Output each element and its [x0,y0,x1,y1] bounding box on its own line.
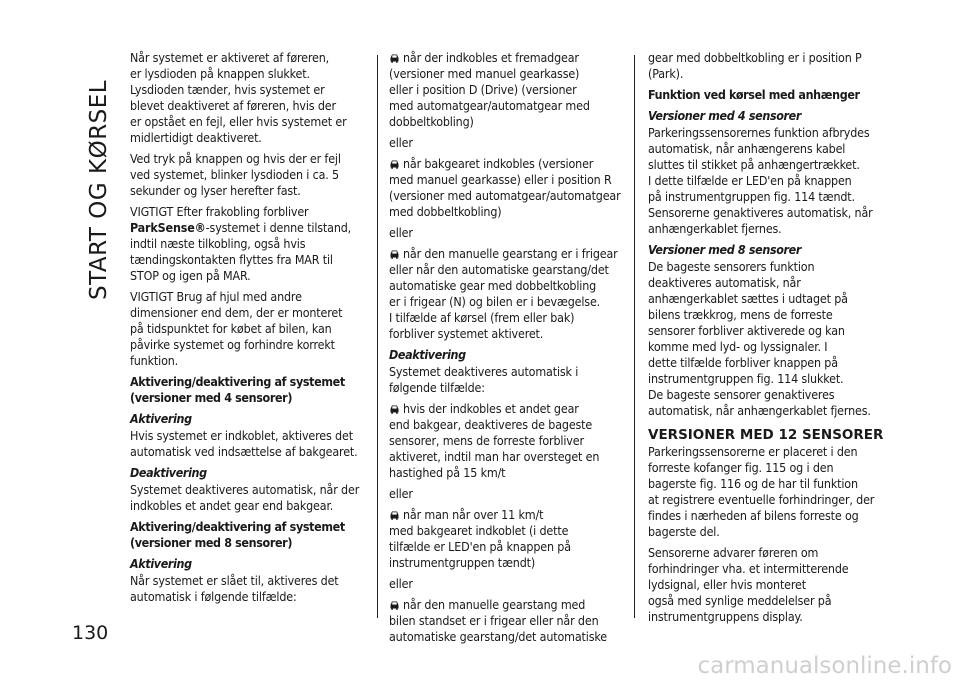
watermark: carmanualsonline.info [697,653,952,679]
text: VIGTIGT Efter frakobling forbliver [130,204,309,219]
paragraph: Systemet deaktiveres automatisk, når der indkobles et andet gear end bakgear. [130,482,360,513]
paragraph: Hvis systemet er indkoblet, aktiveres det automatisk ved indsættelse af bakgearet. [130,428,358,459]
paragraph: De bageste sensorers funktion deaktiveres automatisk, når anhængerkablet sættes i udtaget på bilens trækkrog, mens de forreste sensorer forbliver aktiverede og kan komme med lyd- og lyssignaler. I dette tilfælde forbliver knappen på instrumentgruppen fig. 114 slukket. De bageste sensorer genaktiveres automatisk, når anhængerkablet fjernes. [648,259,871,418]
sub-heading: Versioner med 4 sensorer [648,108,802,123]
paragraph: Parkeringssensorerne er placeret i den forreste kofanger fig. 115 og i den bagerste fig. 116 og de har til funktion at registrere eventuelle forhindringer, der findes i nærheden af bilens forreste og bagerste del. [648,444,875,539]
text-column-3 [648,50,886,630]
text-column-1 [130,50,368,610]
list-item [389,597,627,645]
connector-text: eller [389,135,413,150]
list-item [389,246,627,342]
list-item-text: når man når over 11 km/t med bakgearet indkoblet (i dette tilfælde er LED'en på knappen på instrumentgruppen tændt) [389,507,571,570]
subsection-heading: Aktivering/deaktivering af systemet (versioner med 8 sensorer) [130,519,345,550]
car-bullet-icon [389,249,400,259]
subsection-heading: Funktion ved kørsel med anhænger [648,87,860,102]
chapter-title-text: START OG KØRSEL [86,79,112,300]
sub-heading: Versioner med 8 sensorer [648,242,802,257]
connector-text: eller [389,576,413,591]
list-item [389,50,627,130]
paragraph: Systemet deaktiveres automatisk i følgende tilfælde: [389,364,579,395]
chapter-side-title [80,50,114,300]
section-heading: VERSIONER MED 12 SENSORER [648,427,884,443]
list-item [389,507,627,571]
connector-text: eller [389,486,413,501]
list-item-text: når den manuelle gearstang med bilen standset er i frigear eller når den automatiske gearstang/det automatiske [389,597,607,644]
car-bullet-icon [389,600,400,610]
text-column-2 [389,50,627,650]
sub-heading: Deaktivering [389,347,466,362]
paragraph: Når systemet er slået til, aktiveres det automatisk i følgende tilfælde: [130,573,339,604]
brand-name: ParkSense® [130,220,206,235]
column-divider [634,55,635,618]
list-item-text: når den manuelle gearstang er i frigear eller når den automatiske gearstang/det automatiske gear med dobbeltkobling er i frigear (N) og bilen er i bevægelse. I tilfælde af kørsel (frem eller bak) forbliver systemet aktiveret. [389,246,618,341]
paragraph: Når systemet er aktiveret af føreren, er lysdioden på knappen slukket. Lysdioden tænder, hvis systemet er blevet deaktiveret af føreren, hvis der er opstået en fejl, eller hvis systemet er midlertidigt deaktiveret. [130,50,347,145]
subsection-heading: Aktivering/deaktivering af systemet (versioner med 4 sensorer) [130,374,345,405]
paragraph: gear med dobbeltkobling er i position P (Park). [648,50,862,81]
connector-text: eller [389,225,413,240]
page-number: 130 [72,622,109,644]
car-bullet-icon [389,159,400,169]
paragraph: Sensorerne advarer føreren om forhindringer vha. et intermitterende lydsignal, eller hvis monteret også med synlige meddelelser på instrumentgruppens display. [648,545,849,624]
paragraph: Parkeringssensorernes funktion afbrydes automatisk, når anhængerens kabel sluttes til stikket på anhængertrækket. I dette tilfælde er LED'en på knappen på instrumentgruppen fig. 114 tændt. Sensorerne genaktiveres automatisk, når anhængerkablet fjernes. [648,125,873,236]
car-bullet-icon [389,510,400,520]
paragraph-parksense [130,204,368,284]
column-divider [377,55,378,618]
list-item [389,401,627,481]
car-bullet-icon [389,53,400,63]
paragraph: VIGTIGT Brug af hjul med andre dimensioner end dem, der er monteret på tidspunktet for købet af bilen, kan påvirke systemet og forhindre korrekt funktion. [130,289,343,368]
list-item-text: når der indkobles et fremadgear (versioner med manuel gearkasse) eller i position D (Drive) (versioner med automatgear/automatgear med dobbeltkobling) [389,50,590,129]
list-item-text: når bakgearet indkobles (versioner med manuel gearkasse) eller i position R (versioner med automatgear/automatgear med dobbeltkobling) [389,156,621,219]
sub-heading: Deaktivering [130,465,207,480]
list-item-text: hvis der indkobles et andet gear end bakgear, deaktiveres de bageste sensorer, mens de forreste forbliver aktiveret, indtil man har oversteget en hastighed på 15 km/t [389,401,600,480]
car-bullet-icon [389,404,400,414]
sub-heading: Aktivering [130,556,192,571]
paragraph: Ved tryk på knappen og hvis der er fejl ved systemet, blinker lysdioden i ca. 5 sekunder og lyser herefter fast. [130,151,341,198]
text: -systemet i denne tilstand, indtil næste tilkobling, også hvis tændingskontakten flyttes fra MAR til STOP og igen på MAR. [130,220,352,283]
list-item [389,156,627,220]
sub-heading: Aktivering [130,411,192,426]
